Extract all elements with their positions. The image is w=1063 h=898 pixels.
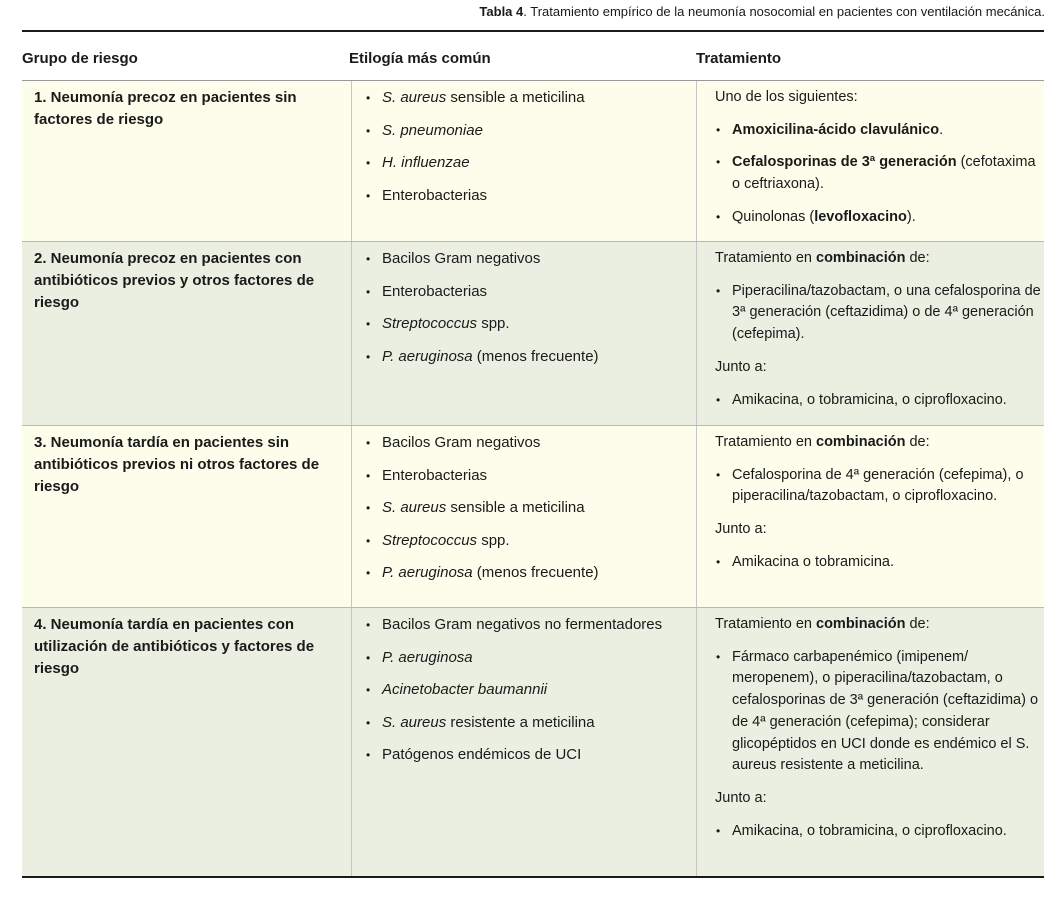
- list-item: • Amikacina, o tobramicina, o ciprofloxacino.: [715, 821, 1043, 843]
- list-item: • Amikacina, o tobramicina, o ciprofloxacino.: [715, 390, 1043, 412]
- list-item: • Amoxicilina-ácido clavulánico.: [715, 120, 1043, 142]
- risk-group: 3. Neumonía tardía en pacientes sin antibióticos previos ni otros factores de riesgo: [34, 434, 320, 495]
- table-row: [22, 81, 1044, 242]
- header-treatment: Tratamiento: [696, 50, 782, 67]
- table-header: [22, 32, 1044, 81]
- table-row: [22, 242, 1044, 426]
- table-row: [22, 608, 1044, 876]
- risk-group: 1. Neumonía precoz en pacientes sin factores de riesgo: [34, 89, 297, 128]
- treatment-junto: Junto a:: [715, 358, 767, 375]
- list-item: • Enterobacterias: [364, 185, 694, 207]
- etiology-list: [364, 432, 694, 595]
- etiology-list: [364, 614, 694, 777]
- list-item: • Amikacina o tobramicina.: [715, 552, 1043, 574]
- etiology-list: [364, 248, 694, 378]
- list-item: • Bacilos Gram negativos: [364, 248, 694, 270]
- list-item: • Bacilos Gram negativos: [364, 432, 694, 454]
- table-caption-label: Tabla 4: [479, 4, 524, 19]
- risk-group: 2. Neumonía precoz en pacientes con antibióticos previos y otros factores de riesgo: [34, 250, 315, 311]
- header-group: Grupo de riesgo: [22, 50, 138, 67]
- treatment-list-2: [715, 552, 1043, 574]
- list-item: • Acinetobacter baumannii: [364, 679, 694, 701]
- list-item: • Cefalosporina de 4ª generación (cefepima), o piperacilina/tazobactam, o ciprofloxacino.: [715, 465, 1043, 508]
- table-row: [22, 426, 1044, 608]
- treatment-list: [715, 647, 1043, 777]
- treatment-list-2: [715, 821, 1043, 843]
- treatment-intro: Tratamiento en combinación de:: [715, 434, 930, 450]
- treatment-list: [715, 465, 1043, 508]
- etiology-list: [364, 87, 694, 217]
- list-item: • Bacilos Gram negativos no fermentadores: [364, 614, 694, 636]
- treatment-list-2: [715, 390, 1043, 412]
- treatment-intro: Tratamiento en combinación de:: [715, 616, 930, 632]
- treatment-list: [715, 120, 1043, 229]
- list-item: • P. aeruginosa (menos frecuente): [364, 346, 694, 368]
- list-item: • S. pneumoniae: [364, 120, 694, 142]
- list-item: • Cefalosporinas de 3ª generación (cefotaxima o ceftriaxona).: [715, 152, 1043, 195]
- list-item: • Enterobacterias: [364, 465, 694, 487]
- list-item: • Piperacilina/tazobactam, o una cefalosporina de 3ª generación (ceftazidima) o de 4ª generación (cefepima).: [715, 281, 1043, 346]
- list-item: • Fármaco carbapenémico (imipenem/ meropenem), o piperacilina/tazobactam, o cefalosporinas de 3ª generación (ceftazidima) o de 4ª generación (cefepima); considerar glicopéptidos en UCI donde es endémico el S. aureus resistente a meticilina.: [715, 647, 1043, 777]
- header-etiology: Etilogía más común: [349, 50, 491, 67]
- treatment-intro: Uno de los siguientes:: [715, 89, 858, 105]
- table-caption-text: . Tratamiento empírico de la neumonía nosocomial en pacientes con ventilación mecánica.: [523, 4, 1045, 19]
- list-item: • P. aeruginosa (menos frecuente): [364, 562, 694, 584]
- table-caption: [479, 4, 1045, 19]
- treatment-intro: Tratamiento en combinación de:: [715, 250, 930, 266]
- list-item: • H. influenzae: [364, 152, 694, 174]
- list-item: • Quinolonas (levofloxacino).: [715, 207, 1043, 229]
- list-item: • Streptococcus spp.: [364, 530, 694, 552]
- treatment-list: [715, 281, 1043, 346]
- treatment-junto: Junto a:: [715, 789, 767, 806]
- bottom-rule: [22, 876, 1044, 878]
- treatment-text: [715, 614, 1043, 853]
- treatment-text: [715, 432, 1043, 585]
- list-item: • Streptococcus spp.: [364, 313, 694, 335]
- treatment-junto: Junto a:: [715, 521, 767, 538]
- list-item: • S. aureus sensible a meticilina: [364, 497, 694, 519]
- treatment-text: [715, 87, 1043, 240]
- list-item: • S. aureus sensible a meticilina: [364, 87, 694, 109]
- risk-group: 4. Neumonía tardía en pacientes con utilización de antibióticos y factores de riesgo: [34, 616, 315, 677]
- list-item: • Enterobacterias: [364, 281, 694, 303]
- list-item: • P. aeruginosa: [364, 647, 694, 669]
- treatment-text: [715, 248, 1043, 422]
- list-item: • Patógenos endémicos de UCI: [364, 744, 694, 766]
- list-item: • S. aureus resistente a meticilina: [364, 712, 694, 734]
